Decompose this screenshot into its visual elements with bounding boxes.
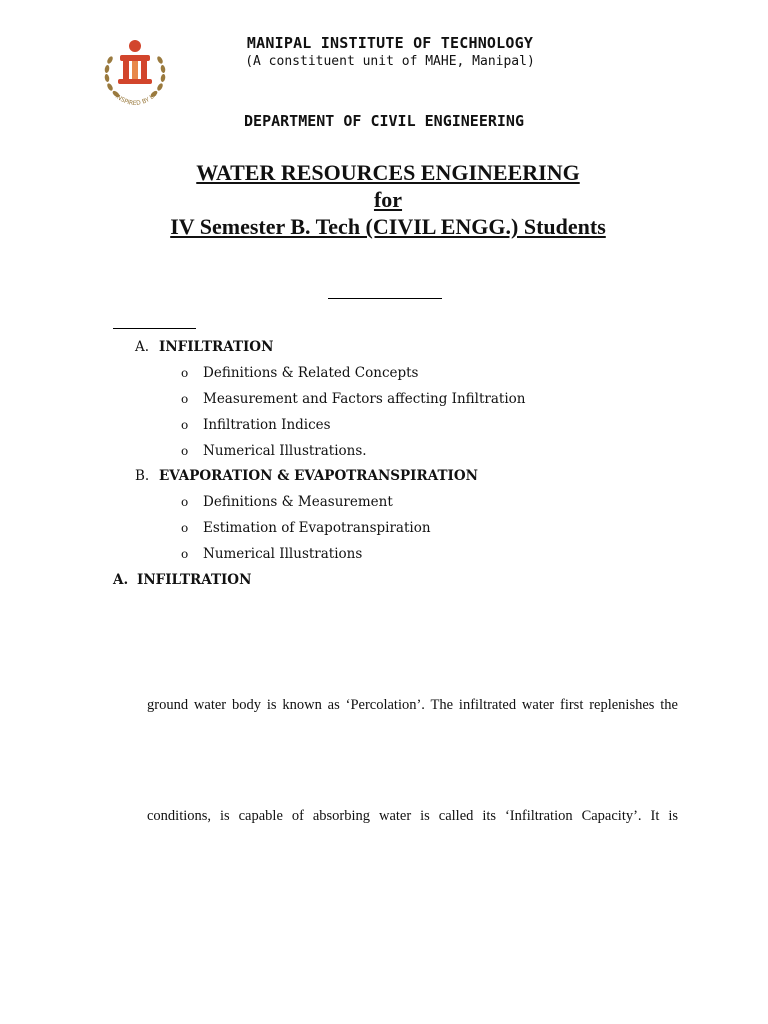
contents-section-b bbox=[135, 468, 478, 484]
course-audience: IV Semester B. Tech (CIVIL ENGG.) Students bbox=[170, 214, 606, 239]
list-item-text: Infiltration Indices bbox=[203, 417, 331, 433]
body-text-line: conditions, is capable of absorbing water is called its ‘Infiltration Capacity’. It is bbox=[147, 808, 678, 824]
section-title: INFILTRATION bbox=[159, 339, 274, 355]
bullet-circle-icon: o bbox=[181, 444, 189, 458]
bullet-circle-icon: o bbox=[181, 366, 189, 380]
list-item-text: Definitions & Related Concepts bbox=[203, 365, 419, 381]
logo-tagline: INSPIRED BY LIF bbox=[113, 90, 160, 108]
section-heading-infiltration bbox=[113, 572, 251, 588]
title-divider bbox=[328, 298, 442, 299]
section-title: INFILTRATION bbox=[137, 572, 252, 588]
section-letter: A. bbox=[135, 339, 150, 355]
course-title-for: for bbox=[373, 187, 403, 212]
bullet-circle-icon: o bbox=[181, 521, 189, 535]
bullet-circle-icon: o bbox=[181, 495, 189, 509]
institute-name: MANIPAL INSTITUTE OF TECHNOLOGY bbox=[246, 34, 534, 52]
course-title: WATER RESOURCES ENGINEERING bbox=[196, 160, 580, 185]
section-title: EVAPORATION & EVAPOTRANSPIRATION bbox=[159, 468, 478, 484]
list-item-text: Numerical Illustrations bbox=[203, 546, 363, 562]
section-letter: A. bbox=[113, 572, 129, 588]
institute-subtitle: (A constituent unit of MAHE, Manipal) bbox=[245, 54, 535, 69]
list-item-text: Definitions & Measurement bbox=[203, 494, 393, 510]
bullet-circle-icon: o bbox=[181, 418, 189, 432]
department-name: DEPARTMENT OF CIVIL ENGINEERING bbox=[244, 112, 524, 130]
list-item-text: Numerical Illustrations. bbox=[203, 443, 367, 459]
body-text-line: ground water body is known as ‘Percolation’. The infiltrated water first replenishes the bbox=[147, 697, 678, 713]
bullet-circle-icon: o bbox=[181, 392, 189, 406]
contents-divider bbox=[113, 328, 196, 329]
bullet-circle-icon: o bbox=[181, 547, 189, 561]
list-item-text: Measurement and Factors affecting Infiltration bbox=[203, 391, 526, 407]
list-item-text: Estimation of Evapotranspiration bbox=[203, 520, 431, 536]
contents-section-a bbox=[135, 339, 273, 355]
section-letter: B. bbox=[135, 468, 150, 484]
